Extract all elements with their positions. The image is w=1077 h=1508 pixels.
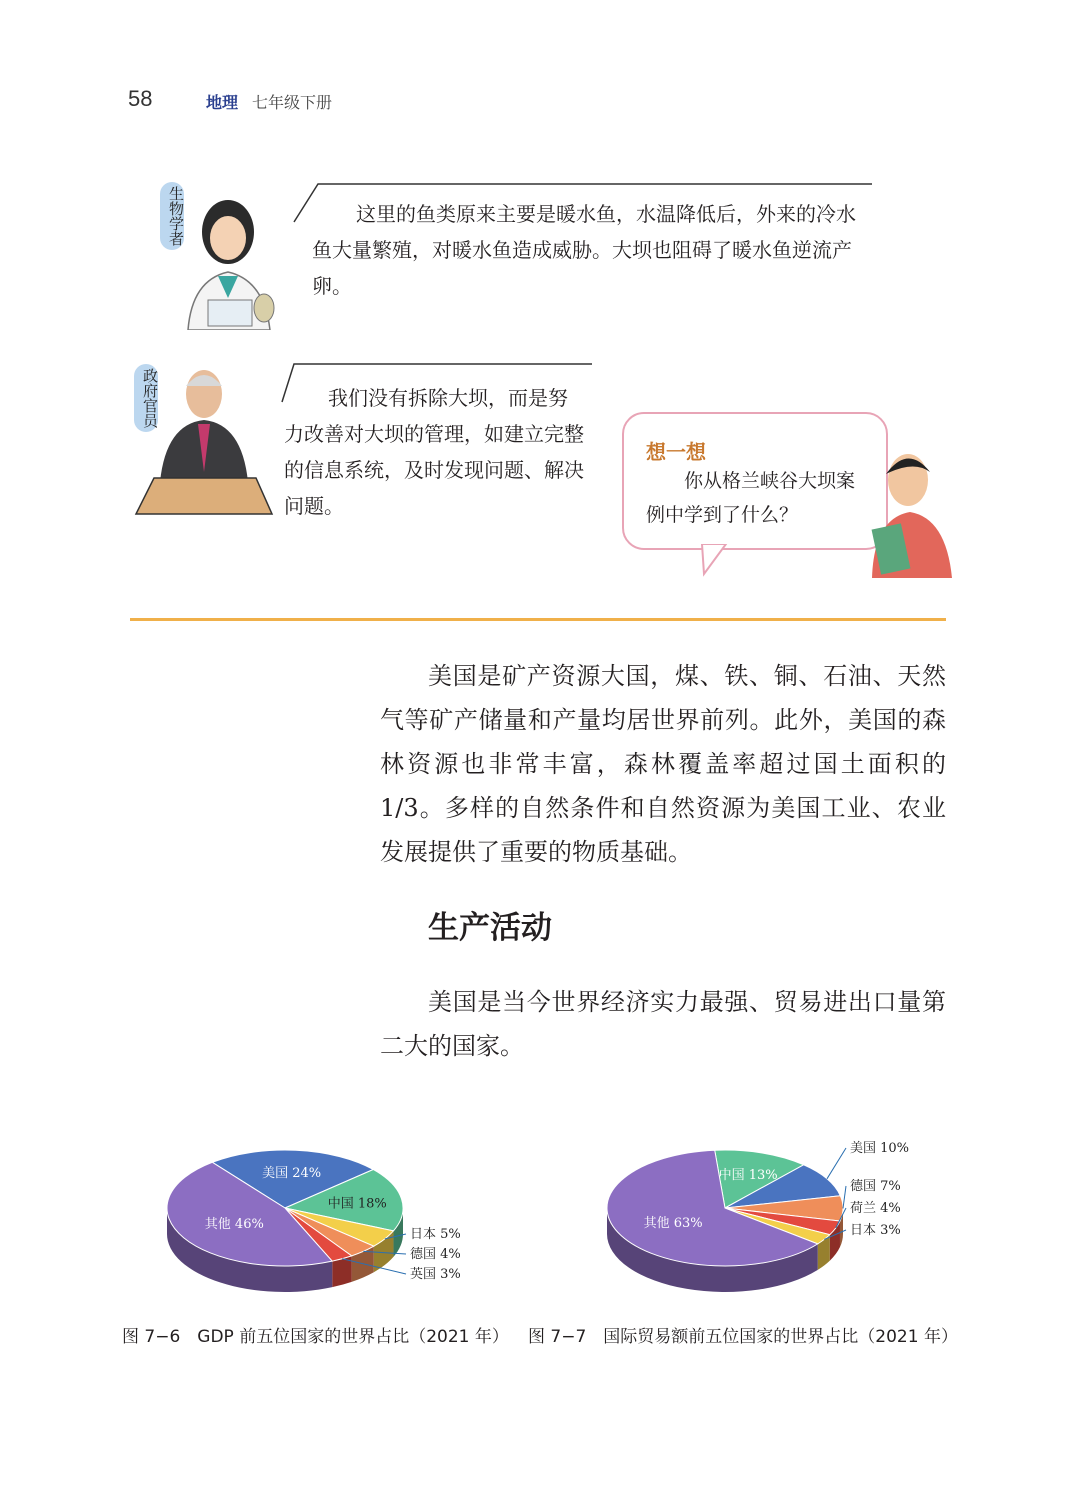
pie-label-2: 德国 7% — [850, 1179, 901, 1194]
paragraph-economy: 美国是当今世界经济实力最强、贸易进出口量第二大的国家。 — [380, 988, 946, 1060]
pie-label-1: 美国 10% — [850, 1141, 910, 1156]
think-box-pointer — [698, 544, 732, 578]
official-illustration — [132, 360, 274, 518]
think-text: 你从格兰峡谷大坝案例中学到了什么？ — [646, 470, 856, 526]
page-number: 58 — [128, 86, 153, 111]
pie-label-3: 荷兰 4% — [850, 1201, 901, 1216]
paragraph-resources: 美国是矿产资源大国，煤、铁、铜、石油、天然气等矿产储量和产量均居世界前列。此外，美国的森林资源也非常丰富，森林覆盖率超过国土面积的1/3。多样的自然条件和自然资源为美国工业、农业发展提供了重要的物质基础。 — [380, 662, 946, 866]
pie-label-1: 中国 18% — [327, 1196, 387, 1212]
pie-label-0: 中国 13% — [718, 1167, 778, 1183]
pie-label-4: 日本 3% — [850, 1223, 901, 1238]
pie-leader-line — [827, 1148, 846, 1179]
role-tag-biologist: 生物学者 — [160, 182, 184, 250]
pie-label-0: 美国 24% — [262, 1166, 322, 1182]
student-illustration — [864, 444, 958, 578]
chart-caption-trade: 图 7−7 国际贸易额前五位国家的世界占比（2021 年） — [528, 1327, 958, 1347]
trade-pie-chart — [560, 1120, 960, 1310]
pie-leader-line — [843, 1186, 846, 1208]
pie-label-5: 其他 63% — [643, 1215, 703, 1231]
book-subject: 地理 — [206, 93, 239, 112]
think-title: 想一想 — [646, 440, 706, 464]
pie-label-5: 其他 46% — [204, 1216, 264, 1232]
biologist-speech: 这里的鱼类原来主要是暖水鱼，水温降低后，外来的冷水鱼大量繁殖，对暖水鱼造成威胁。大坝也阻碍了暖水鱼逆流产卵。 — [312, 202, 856, 298]
pie-label-3: 德国 4% — [410, 1247, 461, 1262]
chart-caption-gdp: 图 7−6 GDP 前五位国家的世界占比（2021 年） — [122, 1327, 509, 1347]
pie-label-2: 日本 5% — [410, 1227, 461, 1242]
book-grade: 七年级下册 — [252, 93, 333, 112]
role-tag-official: 政府官员 — [134, 364, 158, 432]
biologist-illustration — [168, 180, 290, 330]
official-speech: 我们没有拆除大坝，而是努力改善对大坝的管理，如建立完整的信息系统，及时发现问题、解决问题。 — [284, 386, 584, 518]
trade-pie-group — [607, 1141, 909, 1292]
section-divider — [130, 618, 946, 621]
pie-label-4: 英国 3% — [410, 1267, 461, 1282]
gdp-pie-group — [167, 1150, 461, 1292]
gdp-pie-chart — [120, 1120, 520, 1310]
section-heading: 生产活动 — [428, 910, 552, 946]
